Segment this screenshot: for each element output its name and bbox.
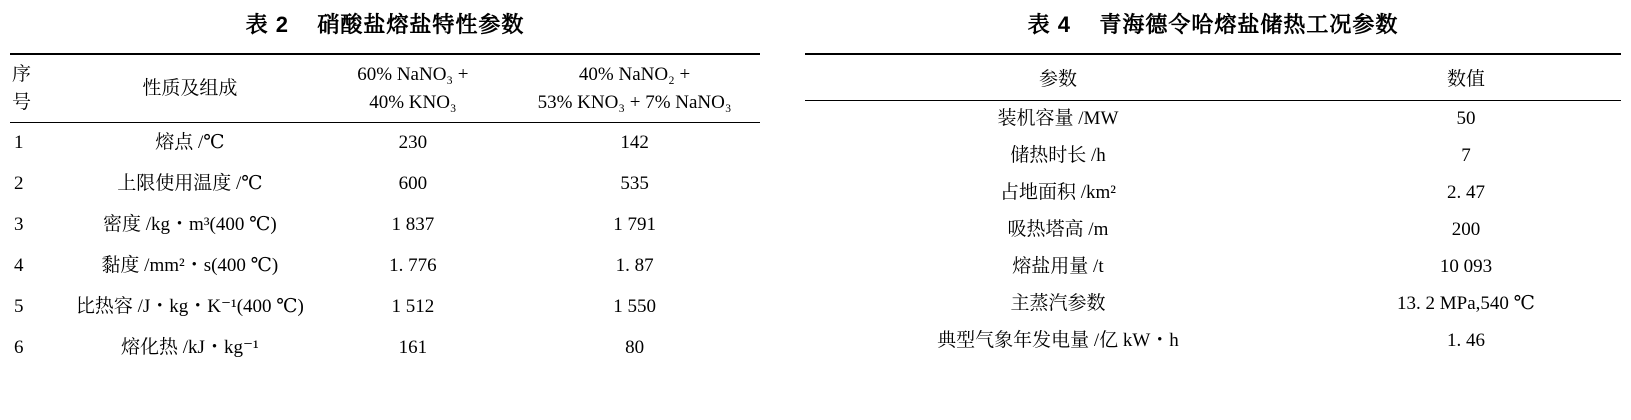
cell-value-mix2: 80 — [625, 337, 645, 359]
cell-no: 4 — [14, 255, 24, 277]
cell-value: 10 093 — [1439, 256, 1493, 278]
cell-value-mix2: 1 550 — [613, 296, 656, 318]
cell-value: 2. 47 — [1446, 182, 1485, 204]
cell-parameter: 典型气象年发电量 /亿 kW・h — [937, 330, 1179, 352]
table-body — [10, 123, 760, 370]
header-mix1-line2: 40% KNO₃ — [369, 91, 457, 113]
header-no-line2: 号 — [12, 91, 32, 113]
cell-value-mix1: 600 — [398, 173, 428, 195]
cell-parameter: 主蒸汽参数 — [1010, 293, 1106, 315]
cell-parameter: 装机容量 /MW — [805, 101, 1311, 139]
cell-no: 2 — [14, 173, 24, 195]
cell-value-mix1: 161 — [398, 337, 428, 359]
table-block-storage-conditions — [790, 0, 1631, 420]
cell-property: 熔化热 /kJ・kg⁻¹ — [121, 337, 259, 359]
table-row — [805, 249, 1621, 286]
table-row — [805, 212, 1621, 249]
cell-parameter: 熔盐用量 /t — [1012, 256, 1104, 278]
cell-value: 7 — [1461, 145, 1471, 167]
table-row — [805, 323, 1621, 360]
cell-no: 6 — [14, 337, 24, 359]
cell-property: 比热容 /J・kg・K⁻¹(400 ℃) — [75, 296, 304, 318]
cell-parameter: 占地面积 /km² — [999, 182, 1116, 204]
cell-value-mix2: 142 — [509, 123, 760, 165]
table-head — [805, 54, 1621, 101]
cell-value: 50 — [1311, 101, 1621, 139]
table-block-salt-properties — [0, 0, 790, 420]
header-mix2-line1: 40% NaNO₂ + — [578, 64, 691, 85]
cell-no: 3 — [14, 214, 24, 236]
cell-property: 黏度 /mm²・s(400 ℃) — [101, 255, 279, 277]
header-no-line1: 序 — [12, 64, 32, 85]
table-row — [10, 123, 760, 165]
header-cell-mix2 — [509, 54, 760, 123]
cell-parameter: 吸热塔高 /m — [1007, 219, 1109, 241]
table-row — [10, 287, 760, 328]
header-mix1-line1: 60% NaNO₃ + — [357, 64, 469, 85]
table-caption-2: 表 2 硝酸盐熔盐特性参数 — [245, 12, 525, 37]
cell-value-mix2: 1 791 — [613, 214, 656, 236]
table-row — [10, 328, 760, 369]
table-row — [10, 164, 760, 205]
header-cell-value: 数值 — [1311, 54, 1621, 101]
cell-value-mix1: 1 837 — [391, 214, 435, 236]
cell-property: 上限使用温度 /℃ — [117, 173, 263, 195]
table-row — [805, 286, 1621, 323]
cell-value-mix2: 535 — [620, 173, 649, 195]
cell-value: 1. 46 — [1446, 330, 1485, 352]
table-salt-properties — [10, 53, 760, 369]
header-cell-no — [10, 54, 63, 123]
table-head — [10, 54, 760, 123]
cell-value-mix1: 1 512 — [391, 296, 435, 318]
cell-value-mix1: 230 — [317, 123, 509, 165]
cell-value-mix1: 1. 776 — [389, 255, 437, 277]
table-body — [805, 101, 1621, 361]
cell-property: 熔点 /℃ — [63, 123, 317, 165]
table-row — [10, 246, 760, 287]
cell-no: 5 — [14, 296, 24, 318]
cell-value-mix2: 1. 87 — [615, 255, 654, 277]
table-row — [805, 101, 1621, 139]
header-mix2-line2: 53% KNO₃ + 7% NaNO₃ — [537, 91, 732, 113]
cell-value: 200 — [1451, 219, 1481, 241]
table-header-row — [10, 54, 760, 123]
cell-no: 1 — [10, 123, 63, 165]
cell-value: 13. 2 MPa,540 ℃ — [1397, 293, 1535, 315]
header-cell-property: 性质及组成 — [63, 54, 317, 123]
table-header-row — [805, 54, 1621, 101]
table-caption-4: 表 4 青海德令哈熔盐储热工况参数 — [1027, 12, 1399, 37]
cell-property: 密度 /kg・m³(400 ℃) — [103, 214, 277, 236]
table-row — [10, 205, 760, 246]
table-storage-conditions — [805, 53, 1621, 360]
header-cell-mix1 — [317, 54, 509, 123]
cell-parameter: 储热时长 /h — [1010, 145, 1106, 167]
header-cell-parameter: 参数 — [805, 54, 1311, 101]
table-row — [805, 138, 1621, 175]
table-row — [805, 175, 1621, 212]
